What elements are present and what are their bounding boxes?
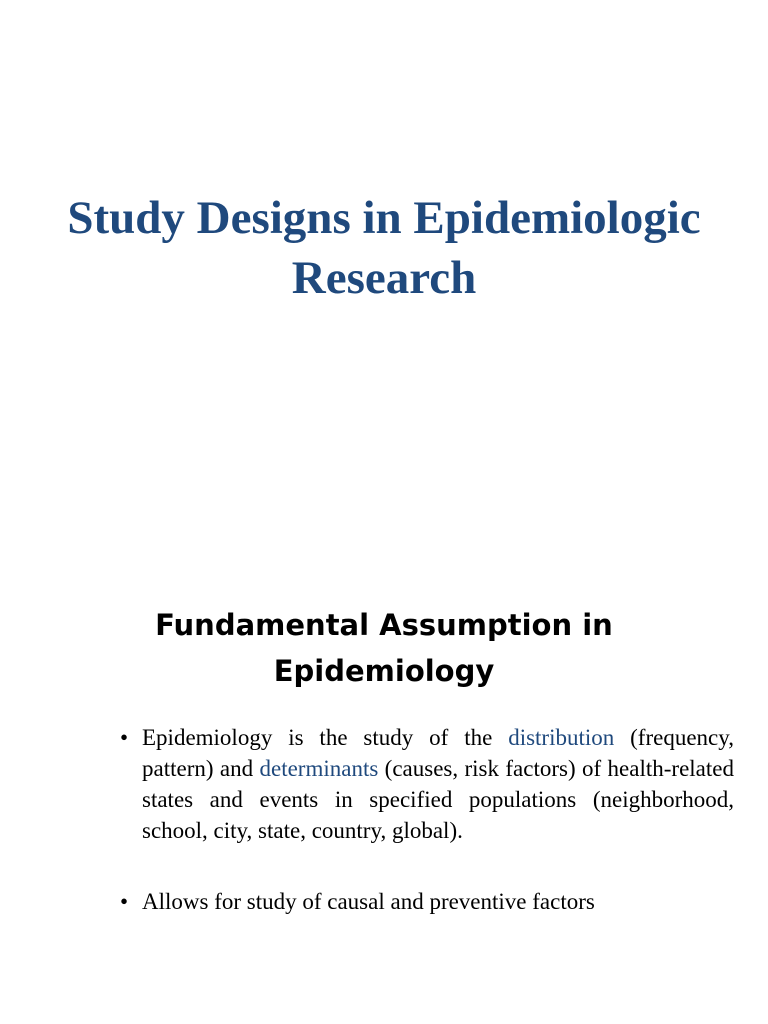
section-heading-line-2: Epidemiology [273, 654, 495, 688]
highlight-distribution: distribution [508, 725, 615, 750]
slide-title-line-1: Study Designs in Epidemiologic [67, 192, 701, 244]
bullet-text-part-1: Epidemiology is the study of the [142, 725, 509, 750]
slide-title-line-2: Research [291, 252, 477, 304]
bullet-dot-icon: • [120, 889, 129, 914]
bullet-list [120, 722, 734, 917]
highlight-determinants: determinants [259, 756, 379, 781]
bullet-item-definition [120, 722, 734, 846]
bullet-text-part-2: (frequency, pattern) and [142, 725, 734, 781]
section-heading-line-1: Fundamental Assumption in [155, 608, 613, 642]
section-heading [0, 602, 768, 694]
bullet-item-causal-factors [120, 886, 734, 917]
bullet-dot-icon: • [120, 725, 129, 750]
bullet-text-part-3: (causes, risk factors) of health-related states and events in specified populations (neighborhood, school, city, state, country, global). [142, 756, 734, 843]
slide-title [0, 188, 768, 308]
bullet-text: Allows for study of causal and preventive factors [142, 889, 595, 914]
